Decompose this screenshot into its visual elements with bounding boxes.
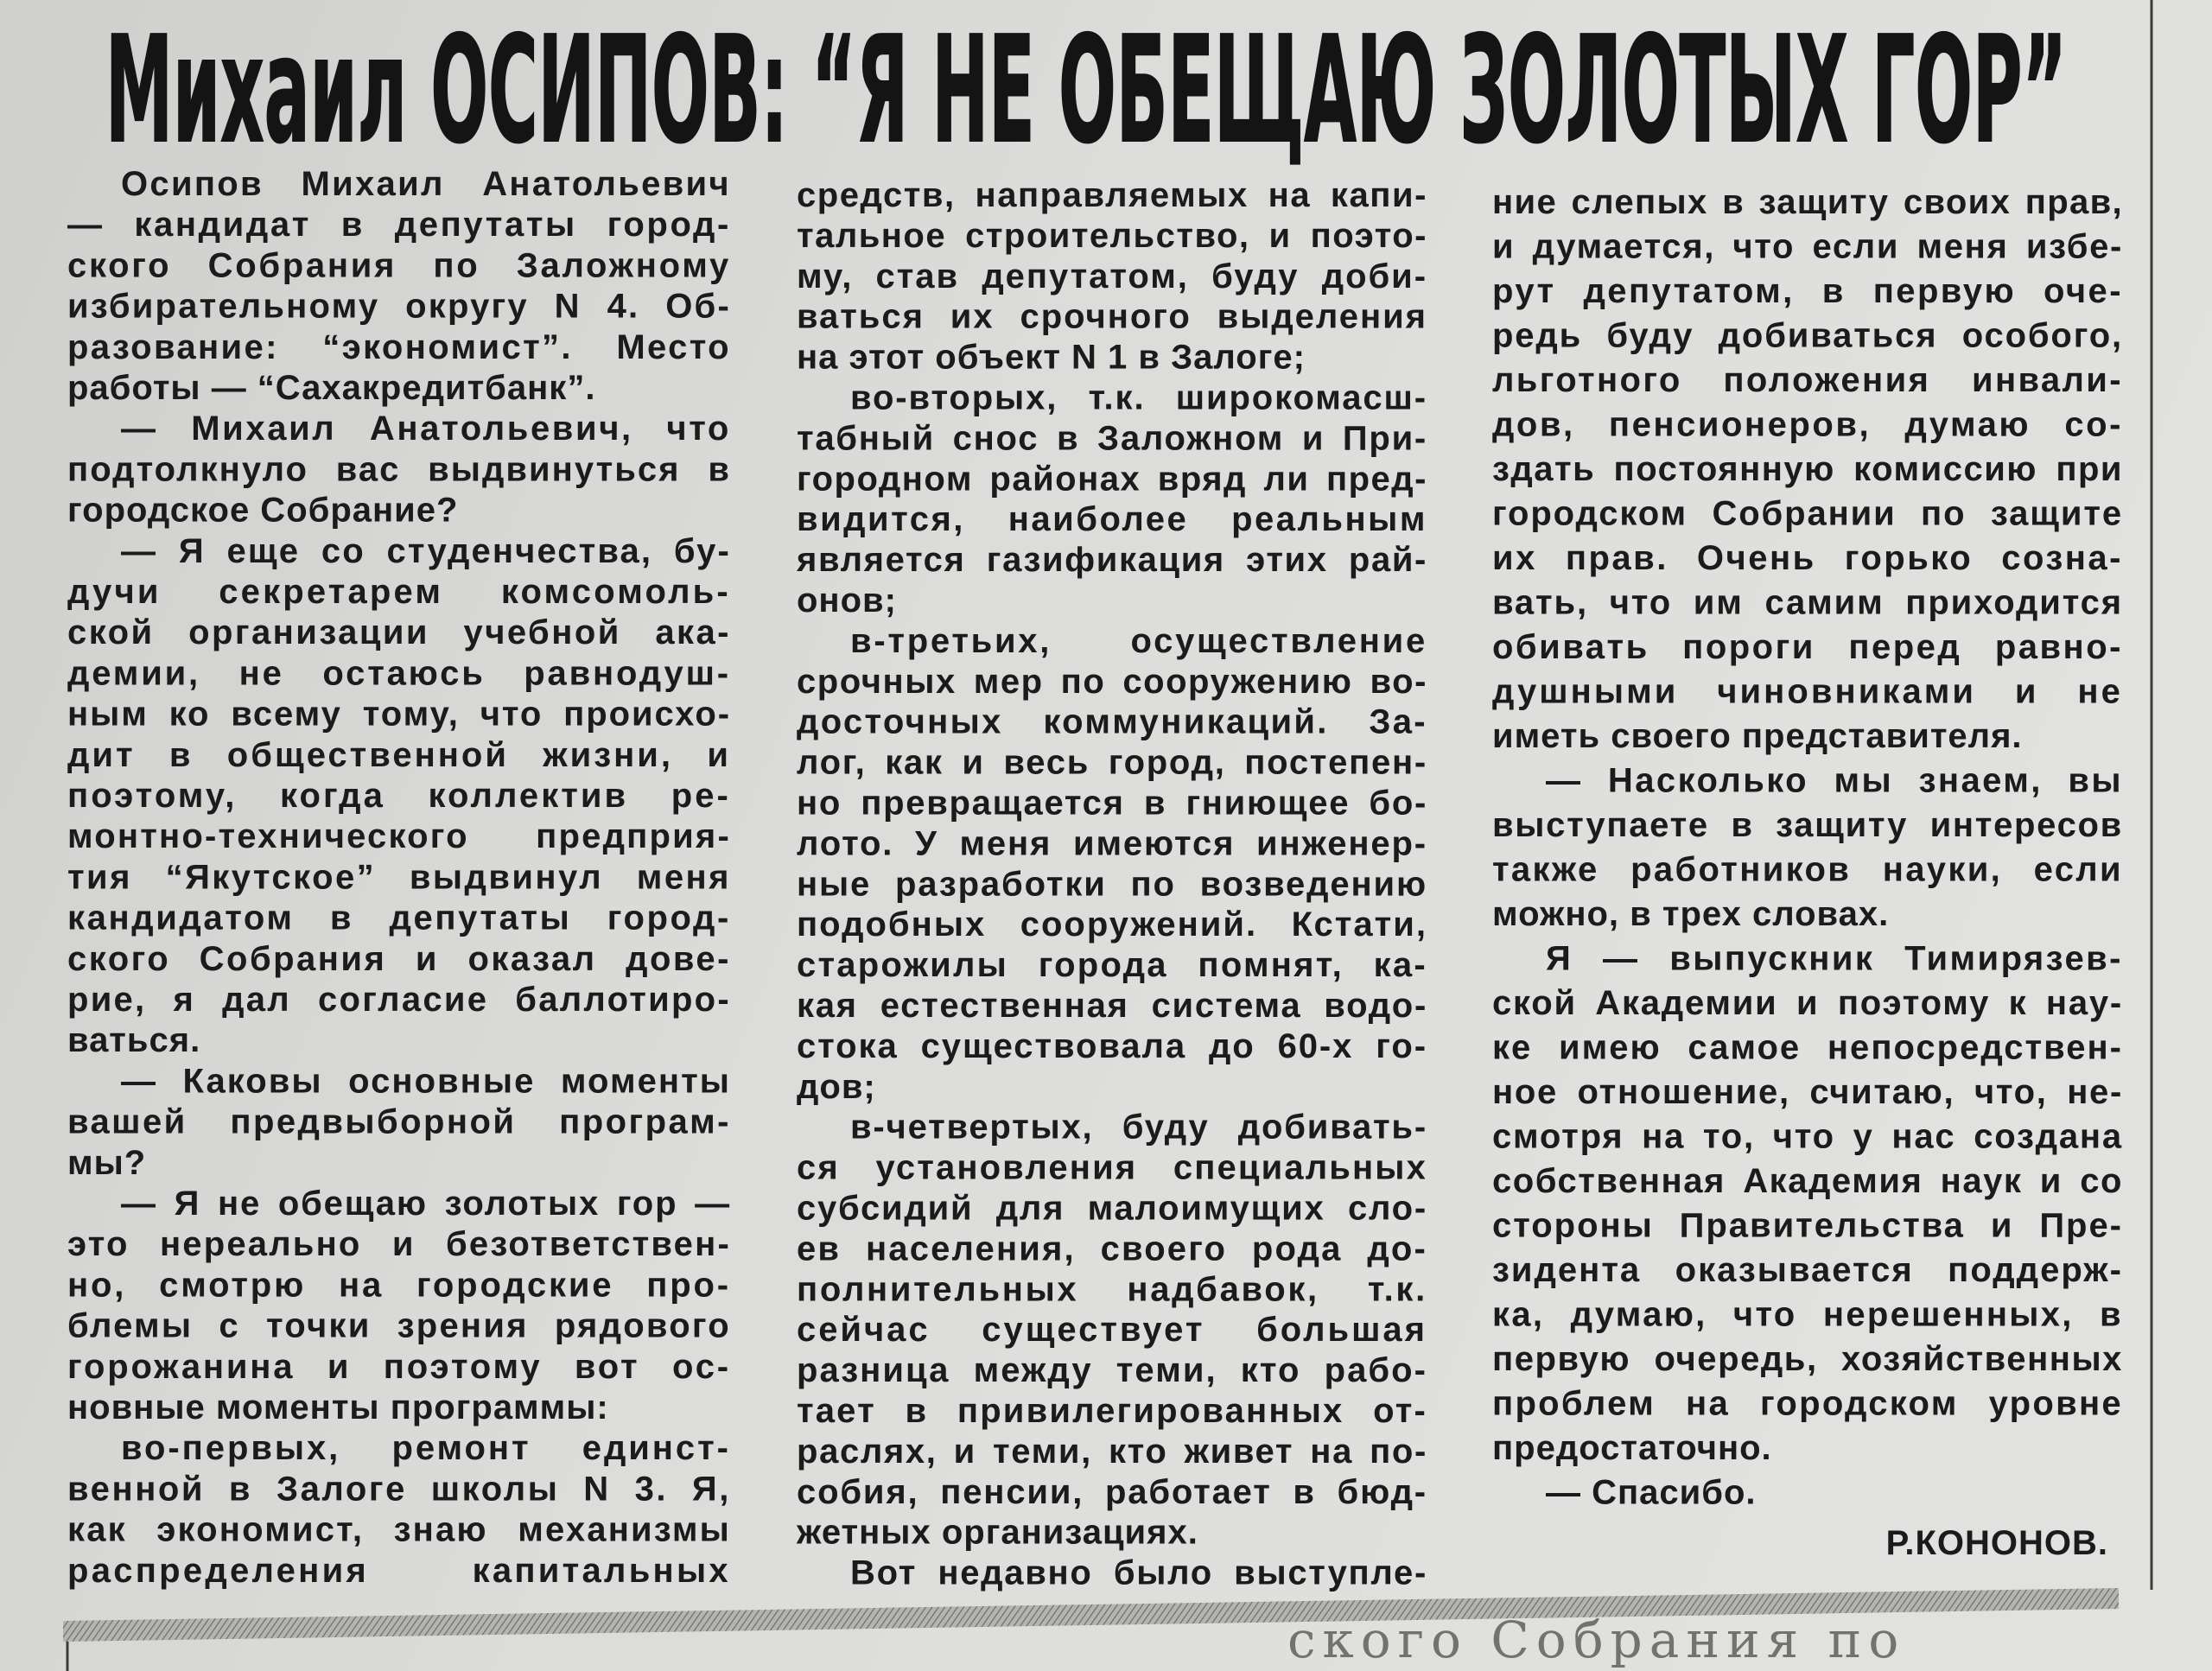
article-text-line: рие, я дал согласие баллотиро- <box>67 981 731 1019</box>
article-text-line: Я — выпускник Тимирязев- <box>1546 939 2123 978</box>
article-text-line: ние слепых в защиту своих прав, <box>1492 183 2123 221</box>
article-text-line: старожилы города помнят, ка- <box>797 946 1427 985</box>
article-text-line: дучи секретарем комсомоль- <box>67 573 731 611</box>
article-text-line: горожанина и поэтому вот ос- <box>67 1347 731 1386</box>
article-text-line: полнительных надбавок, т.к. <box>797 1270 1427 1309</box>
article-text-line: здать постоянную комиссию при <box>1492 450 2123 488</box>
article-text-line: демии, не остаюсь равнодуш- <box>67 654 731 693</box>
article-text-line: — кандидат в депутаты город- <box>67 206 731 245</box>
article-text-line: ского Собрания по Заложному <box>67 246 731 285</box>
article-text-line: новные моменты программы: <box>67 1388 609 1426</box>
article-text-line: но превращается в гниющее бо- <box>797 784 1427 823</box>
article-text-line: душными чиновниками и не <box>1492 672 2123 711</box>
article-text-line: сейчас существует большая <box>797 1311 1427 1350</box>
article-text-line: проблем на городском уровне <box>1492 1384 2123 1423</box>
article-text-line: на этот объект N 1 в Залоге; <box>797 338 1306 377</box>
article-text-line: стока существовала до 60-х го- <box>797 1026 1427 1065</box>
article-text-line: — Насколько мы знаем, вы <box>1546 761 2123 800</box>
article-text-line: видится, наиболее реальным <box>797 500 1427 539</box>
article-text-line: дов, пенсионеров, думаю со- <box>1492 405 2123 444</box>
article-text-line: можно, в трех словах. <box>1492 895 1890 933</box>
article-text-line: но, смотрю на городские про- <box>67 1266 731 1305</box>
article-text-line: первую очередь, хозяйственных <box>1492 1340 2123 1378</box>
article-text-line: стороны Правительства и Пре- <box>1492 1206 2123 1245</box>
article-text-line: подтолкнуло вас выдвинуться в <box>67 450 731 489</box>
article-text-line: городское Собрание? <box>67 491 459 530</box>
article-text-line: разование: “экономист”. Место <box>67 327 731 366</box>
article-text-line: вашей предвыборной програм- <box>67 1102 731 1141</box>
article-text-line: также работников науки, если <box>1492 850 2123 889</box>
article-text-line: зидента оказывается поддерж- <box>1492 1251 2123 1289</box>
article-text-line: ской организации учебной ака- <box>67 613 731 652</box>
article-text-line: в-третьих, осуществление <box>850 621 1427 660</box>
article-paragraph <box>850 1554 1427 1592</box>
article-text-line: ным ко всему тому, что происхо- <box>67 695 731 734</box>
article-text-line: поэтому, когда коллектив ре- <box>67 777 731 815</box>
article-text-line: — Каковы основные моменты <box>121 1062 731 1101</box>
article-text-line: собственная Академия наук и со <box>1492 1162 2123 1200</box>
article-text-line: ка, думаю, что нерешенных, в <box>1492 1295 2123 1334</box>
article-text-line: ваться их срочного выделения <box>797 297 1427 336</box>
article-text-line: подобных сооружений. Кстати, <box>797 905 1427 944</box>
article-text-line: ке имею самое непосредствен- <box>1492 1028 2123 1067</box>
article-text-line: ное отношение, считаю, что, не- <box>1492 1073 2123 1111</box>
article-text-line: кандидатом в депутаты город- <box>67 899 731 937</box>
article-text-line: кая естественная система водо- <box>797 987 1427 1025</box>
article-paragraph <box>1546 1474 1757 1512</box>
article-paragraph <box>796 1109 1427 1552</box>
article-text-line: табный снос в Заложном и При- <box>797 419 1427 458</box>
article-text-line: — Я еще со студенчества, бу- <box>121 531 731 570</box>
article-text-line: Осипов Михаил Анатольевич <box>121 165 731 203</box>
article-text-line: их прав. Очень горько созна- <box>1492 539 2123 577</box>
article-text-line: как экономист, знаю механизмы <box>67 1510 731 1549</box>
article-text-line: дов; <box>797 1067 876 1106</box>
article-text-line: венной в Залоге школы N 3. Я, <box>67 1470 731 1509</box>
article-text-line: обивать пороги перед равно- <box>1492 628 2123 666</box>
article-text-line: собия, пенсии, работает в бюд- <box>797 1472 1427 1511</box>
article-text-line: — Я не обещаю золотых гор — <box>121 1185 731 1223</box>
article-text-line: блемы с точки зрения рядового <box>67 1306 731 1345</box>
article-text-line: — Михаил Анатольевич, что <box>121 410 731 448</box>
article-text-line: му, став депутатом, буду доби- <box>797 257 1427 295</box>
article-text-line: в-четвертых, буду добивать- <box>850 1108 1427 1147</box>
article-text-line: ев населения, своего рода до- <box>797 1229 1427 1268</box>
article-text-line: ваться. <box>67 1021 201 1060</box>
article-headline: Михаил ОСИПОВ: “Я НЕ ОБЕЩАЮ ЗОЛОТЫХ ГОР” <box>105 5 2067 176</box>
article-text-line: редь буду добиваться особого, <box>1492 316 2123 355</box>
article-text-line: является газификация этих рай- <box>797 541 1427 580</box>
article-text-line: льготного положения инвали- <box>1492 361 2123 399</box>
article-text-line: предостаточно. <box>1492 1429 1772 1467</box>
article-text-line: средств, направляемых на капи- <box>797 176 1427 214</box>
article-text-line: субсидий для малоимущих сло- <box>797 1189 1427 1228</box>
article-text-line: онов; <box>797 581 897 619</box>
article-text-line: иметь своего представителя. <box>1492 717 2023 755</box>
article-text-line: лото. У меня имеются инженер- <box>797 824 1427 863</box>
article-text-line: ся установления специальных <box>797 1148 1427 1187</box>
article-text-line: срочных мер по сооружению во- <box>797 662 1427 701</box>
article-text-line: тия “Якутское” выдвинул меня <box>67 858 731 897</box>
article-column-2 <box>796 176 1427 1592</box>
article-text-line: это нереально и безответствен- <box>67 1225 731 1264</box>
article-text-line: работы — “Сахакредитбанк”. <box>67 369 596 407</box>
article-text-line: распределения капитальных <box>67 1551 731 1590</box>
next-article-headline-fragment: ского Собрания по <box>1287 1611 1906 1669</box>
article-text-line: рут депутатом, в первую оче- <box>1492 272 2123 310</box>
article-text-line: городном районах вряд ли пред- <box>797 460 1427 499</box>
article-text-line: ской Академии и поэтому к нау- <box>1492 984 2123 1022</box>
article-text-line: раслях, и теми, кто живет на по- <box>797 1432 1427 1471</box>
article-text-line: тает в привилегированных от- <box>797 1392 1427 1430</box>
article-text-line: ского Собрания и оказал дове- <box>67 939 731 978</box>
article-text-line: вать, что им самим приходится <box>1492 583 2123 622</box>
article-text-line: дит в общественной жизни, и <box>67 735 731 774</box>
article-text-line: — Спасибо. <box>1546 1473 1757 1512</box>
author-signature: Р.КОНОНОВ. <box>1885 1524 2108 1562</box>
article-text-line: тальное строительство, и поэто- <box>797 216 1427 255</box>
article-text-line: во-вторых, т.к. широкомасш- <box>850 378 1427 417</box>
article-text-line: мы? <box>67 1143 147 1182</box>
article-text-line: смотря на то, что у нас создана <box>1492 1117 2123 1156</box>
article-text-line: городском Собрании по защите <box>1492 494 2123 533</box>
article-text-line: лог, как и весь город, постепен- <box>797 743 1427 782</box>
article-text-line: избирательному округу N 4. Об- <box>67 287 731 326</box>
article-text-line: разница между теми, кто рабо- <box>797 1351 1427 1390</box>
article-text-line: и думается, что если меня избе- <box>1492 227 2123 266</box>
article-text-line: досточных коммуникаций. За- <box>797 702 1427 741</box>
article-text-line: во-первых, ремонт единст- <box>121 1429 731 1468</box>
article-text-line: ные разработки по возведению <box>797 865 1427 904</box>
article-text-line: Вот недавно было выступле- <box>850 1553 1427 1592</box>
article-text-line: выступаете в защиту интересов <box>1492 806 2123 844</box>
article-text-line: жетных организациях. <box>797 1513 1198 1552</box>
article-text-line: монтно-технического предприя- <box>67 817 731 856</box>
